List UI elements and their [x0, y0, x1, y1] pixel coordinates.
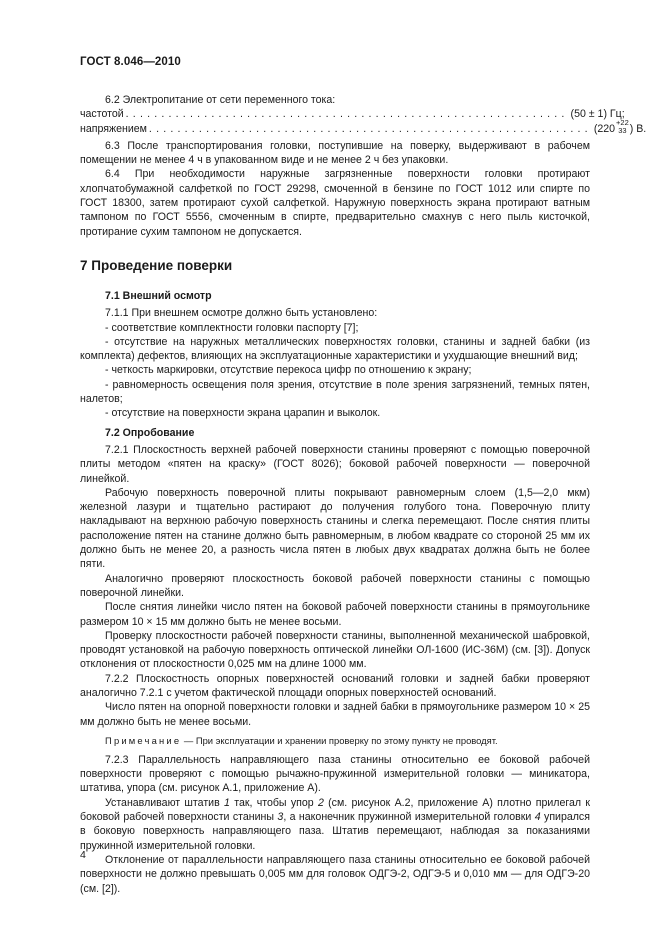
frequency-line	[80, 107, 625, 121]
leader-dots: ..............................................................	[125, 108, 569, 121]
paragraph: Аналогично проверяют плоскостность боковой рабочей поверхности станины с помощью поверочной линейки.	[80, 572, 590, 599]
list-item: - равномерность освещения поля зрения, отсутствие в поле зрения загрязнений, темных пятен, налетов;	[80, 378, 590, 406]
list-item: - отсутствие на наружных металлических поверхностях головки, станины и задней бабки (из комплекта) дефектов, влияющих на эксплуатационные характеристики и ухудшающие внешний вид;	[80, 335, 590, 363]
voltage-unit: ) В.	[629, 122, 647, 135]
voltage-line	[80, 117, 647, 136]
ref-number: 3	[277, 811, 284, 824]
text-run: , а наконечник пружинной измерительной головки	[283, 811, 535, 824]
note-text: — При эксплуатации и хранении проверку по этому пункту не проводят.	[181, 734, 498, 746]
ref-number: 4	[534, 811, 541, 824]
subsection-title-7-1: 7.1 Внешний осмотр	[105, 289, 212, 302]
note-label: Примечание	[105, 734, 182, 746]
list-item: - соответствие комплектности головки паспорту [7];	[105, 321, 359, 334]
clause-7-1-1: 7.1.1 При внешнем осмотре должно быть установлено:	[105, 307, 378, 320]
subsection-title-7-2: 7.2 Опробование	[105, 426, 195, 439]
voltage-nominal: (220	[593, 122, 616, 135]
document-header: ГОСТ 8.046—2010	[80, 56, 181, 68]
voltage-label: напряжением	[80, 122, 147, 135]
paragraph: Проверку плоскостности рабочей поверхности станины, выполненной механической шабровкой, проводят установкой на рабочую поверхность оптической линейки ОЛ-1600 (ИС-36М) (см. [3]). Допуск отклонения от плоскостности 0,025 мм на длине 1000 мм.	[80, 629, 590, 671]
paragraph: Рабочую поверхность поверочной плиты покрывают равномерным слоем (1,5—2,0 мкм) железной лазури и тщательно растирают до получения голубого тона. Поверочную плиту накладывают на верхнюю рабочую поверхность станины и слегка перемещают. После снятия плиты расположение пятен на станине должно быть равномерным, в любом квадрате со стороной 25 мм их должно быть не менее 20, а разность числа пятен в любых двух квадратах должна быть не более пяти.	[80, 486, 590, 571]
voltage-tolerance-lower: 33	[618, 125, 627, 135]
document-body	[80, 93, 647, 896]
list-item: - отсутствие на поверхности экрана царапин и выколок.	[105, 407, 381, 420]
clause-7-2-2: 7.2.2 Плоскостность опорных поверхностей оснований головки и задней бабки проверяют аналогично 7.2.1 с учетом фактической площади опорных поверхностей оснований.	[80, 672, 590, 699]
text-run: Устанавливают штатив	[105, 796, 225, 809]
clause-7-2-1: 7.2.1 Плоскостность верхней рабочей поверхности станины проверяют с помощью поверочной плиты методом «пятен на краску» (ГОСТ 8026); боковой рабочей поверхности — поверочной линейкой.	[80, 443, 590, 485]
frequency-value: (50 ± 1) Гц;	[570, 108, 625, 121]
voltage-tolerance-upper: +22	[616, 117, 629, 127]
ref-number: 2	[317, 796, 324, 809]
paragraph: Число пятен на опорной поверхности головки и задней бабки в прямоугольнике размером 10 × 25 мм должно быть не менее восьми.	[80, 701, 590, 728]
clause-6-3: 6.3 После транспортирования головки, поступившие на поверку, выдерживают в рабочем помещении не менее 4 ч в упакованном виде и не менее 2 ч без упаковки.	[80, 139, 590, 167]
voltage-tolerance	[616, 119, 629, 135]
clause-7-2-3: 7.2.3 Параллельность направляющего паза станины относительно ее боковой рабочей поверхности проверяют с помощью рычажно-пружинной измерительной головки — миникатора, штатива, упора (см. рисунок А.1, приложение А).	[80, 753, 590, 795]
paragraph: После снятия линейки число пятен на боковой рабочей поверхности станины в прямоугольнике размером 10 × 15 мм должно быть не менее восьми.	[80, 601, 590, 628]
clause-6-2-intro: 6.2 Электропитание от сети переменного тока:	[105, 94, 336, 106]
clause-6-4: 6.4 При необходимости наружные загрязненные поверхности головки протирают хлопчатобумажной салфеткой по ГОСТ 29298, смоченной в бензине по ГОСТ 1012 или спирте по ГОСТ 18300, затем протирают сухой салфеткой. Наружную поверхность экрана протирают ватным тампоном по ГОСТ 5556, смоченным в спирте, предварительно смахнув с него пыль кисточкой, протирание сухим тампоном не допускается.	[80, 168, 590, 238]
note	[80, 734, 590, 747]
leader-dots: ..............................................................	[148, 122, 592, 135]
list-item: - четкость маркировки, отсутствие перекоса цифр по отношению к экрану;	[105, 364, 472, 377]
text-run: упирался в боковую поверхность направляющего паза. Штатив перемещают, наблюдая за показаниями пружинной измерительной головки.	[80, 811, 590, 852]
text-run: так, чтобы упор	[229, 796, 318, 809]
section-title: 7 Проведение поверки	[80, 257, 233, 273]
paragraph	[80, 796, 590, 853]
page-number: 4	[80, 849, 86, 861]
text-run: (см. рисунок А.2, приложение А) плотно прилегал к боковой рабочей поверхности станины	[80, 796, 590, 824]
frequency-label: частотой	[80, 108, 124, 121]
ref-number: 1	[224, 796, 230, 809]
voltage-value	[593, 117, 647, 136]
paragraph: Отклонение от параллельности направляющего паза станины относительно ее боковой рабочей поверхности не должно превышать 0,005 мм для головок ОДГЭ-2, ОДГЭ-5 и 0,010 мм — для ОДГЭ-20 (см. [2]).	[80, 853, 590, 895]
